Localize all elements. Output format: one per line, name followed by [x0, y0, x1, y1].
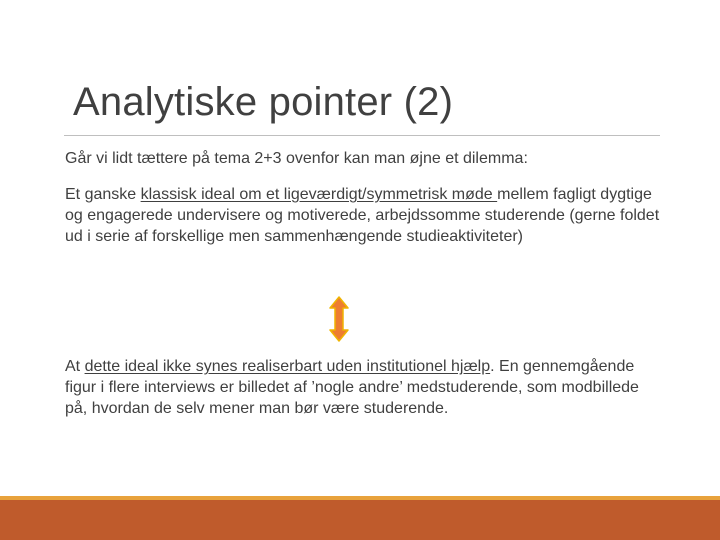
paragraph-ideal	[65, 184, 665, 247]
paragraph-institutional-before: At	[65, 358, 85, 375]
paragraph-institutional-after: . En gennemgående figur i flere interviews er billedet af ’nogle andre’ medstuderende, som modbillede på, hvordan de selv mener man bør være studerende.	[65, 358, 639, 417]
paragraph-institutional-underlined: dette ideal ikke synes realiserbart uden institutionel hjælp	[84, 358, 491, 375]
footer-bar	[0, 500, 720, 540]
paragraph-ideal-after: mellem fagligt dygtige og engagerede undervisere og motiverede, arbejdssomme studerende (gerne foldet ud i serie af forskellige men sammenhængende studieaktiviteter)	[65, 186, 660, 245]
paragraph-ideal-underlined: klassisk ideal om et ligeværdigt/symmetrisk møde	[140, 186, 498, 203]
double-arrow-vertical-icon	[328, 296, 350, 342]
paragraph-institutional	[65, 356, 665, 419]
paragraph-intro: Går vi lidt tættere på tema 2+3 ovenfor kan man øjne et dilemma:	[65, 150, 528, 167]
title-divider	[64, 135, 660, 136]
slide-title: Analytiske pointer (2)	[73, 80, 454, 124]
paragraph-ideal-before: Et ganske	[65, 186, 141, 203]
